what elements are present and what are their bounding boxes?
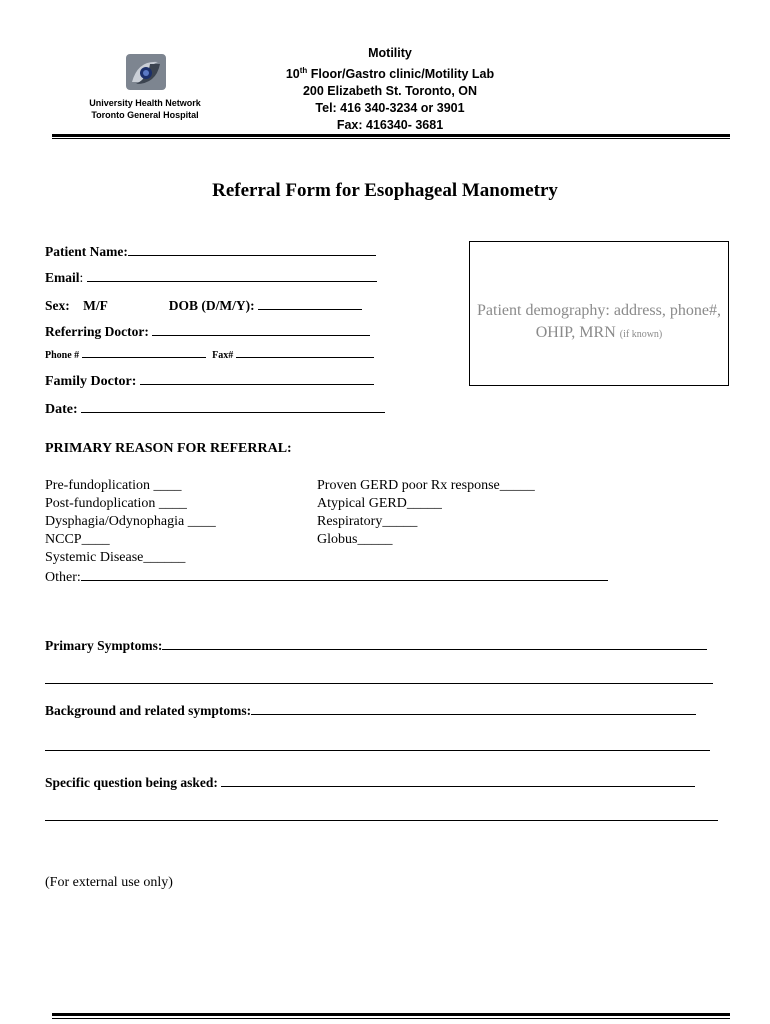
footer-rule-thin: [52, 1018, 730, 1019]
reason-item[interactable]: Pre-fundoplication ____: [45, 478, 182, 493]
date-row: [45, 398, 385, 418]
sex-dob-row: [45, 295, 362, 314]
reason-list-left: [45, 477, 216, 567]
dept-name: Motility: [368, 46, 412, 60]
referring-doctor-field[interactable]: [152, 321, 370, 336]
date-field[interactable]: [81, 398, 385, 413]
background-label: Background and related symptoms:: [45, 703, 252, 718]
phone-fax-row: [45, 348, 374, 361]
fax-line: Fax: 416340- 3681: [336, 118, 444, 133]
primary-symptoms-row: [45, 635, 707, 654]
specific-question-label: Specific question being asked:: [45, 775, 218, 790]
date-label: Date:: [45, 402, 78, 417]
dob-field[interactable]: [258, 295, 362, 310]
reason-item[interactable]: Proven GERD poor Rx response_____: [317, 478, 535, 493]
organization-name: [60, 97, 230, 121]
background-field[interactable]: [251, 700, 696, 715]
demography-placeholder: [470, 300, 728, 346]
specific-question-row: [45, 772, 695, 791]
org-line-2: Toronto General Hospital: [91, 110, 199, 120]
reason-item[interactable]: NCCP____: [45, 532, 110, 547]
referring-doctor-row: [45, 321, 370, 340]
demography-text: Patient demography: address, phone#, OHIP, MRN: [477, 302, 721, 341]
family-doctor-label: Family Doctor:: [45, 374, 137, 389]
reason-heading: PRIMARY REASON FOR REFERRAL:: [45, 441, 292, 456]
reason-item[interactable]: Globus_____: [317, 532, 393, 547]
reason-item[interactable]: Post-fundoplication ____: [45, 496, 187, 511]
external-use-note: (For external use only): [45, 875, 173, 890]
background-line-2[interactable]: [45, 750, 710, 751]
form-title: Referral Form for Esophageal Manometry: [212, 180, 558, 201]
email-field[interactable]: [87, 267, 377, 282]
email-row: [45, 267, 377, 286]
email-label: Email: [45, 270, 80, 285]
sex-value[interactable]: M/F: [83, 298, 108, 313]
reason-item[interactable]: Systemic Disease______: [45, 550, 186, 565]
primary-symptoms-field[interactable]: [162, 635, 707, 650]
org-line-1: University Health Network: [89, 98, 201, 108]
fax-label: Fax#: [212, 350, 234, 361]
floor-line: [250, 62, 530, 83]
email-colon: :: [79, 270, 84, 285]
dob-label: DOB (D/M/Y):: [168, 298, 255, 313]
specific-question-line-2[interactable]: [45, 820, 718, 821]
other-label: Other:: [45, 570, 81, 585]
tel-line: Tel: 416 340-3234 or 3901: [315, 101, 465, 116]
primary-symptoms-label: Primary Symptoms:: [45, 638, 163, 653]
sex-label: Sex:: [45, 298, 70, 313]
header-rule-thin: [52, 138, 730, 139]
address-line: 200 Elizabeth St. Toronto, ON: [302, 84, 478, 99]
other-row: [45, 567, 608, 587]
specific-question-field[interactable]: [221, 772, 695, 787]
background-row: [45, 700, 696, 719]
floor-number: 10: [285, 67, 300, 82]
patient-name-row: [45, 241, 376, 260]
patient-name-field[interactable]: [128, 241, 376, 256]
family-doctor-field[interactable]: [140, 370, 374, 385]
lab-contact-block: [250, 45, 530, 134]
phone-label: Phone #: [45, 350, 80, 361]
primary-symptoms-line-2[interactable]: [45, 683, 713, 684]
reason-item[interactable]: Dysphagia/Odynophagia ____: [45, 514, 216, 529]
reason-list-right: [317, 477, 535, 549]
floor-desc: Floor/Gastro clinic/Motility Lab: [307, 67, 495, 82]
reason-item[interactable]: Atypical GERD_____: [317, 496, 442, 511]
footer-rule: [52, 1013, 730, 1016]
reason-item[interactable]: Respiratory_____: [317, 514, 418, 529]
family-doctor-row: [45, 370, 374, 390]
floor-suffix: th: [299, 66, 308, 75]
uhn-logo: [124, 52, 168, 92]
referring-doctor-label: Referring Doctor:: [45, 324, 149, 339]
fax-field[interactable]: [236, 348, 374, 358]
patient-demography-box[interactable]: [469, 241, 729, 386]
other-field[interactable]: [81, 567, 608, 581]
phone-field[interactable]: [82, 348, 206, 358]
header-rule: [52, 134, 730, 137]
demography-note: (if known): [619, 329, 663, 340]
patient-name-label: Patient Name:: [45, 244, 128, 259]
